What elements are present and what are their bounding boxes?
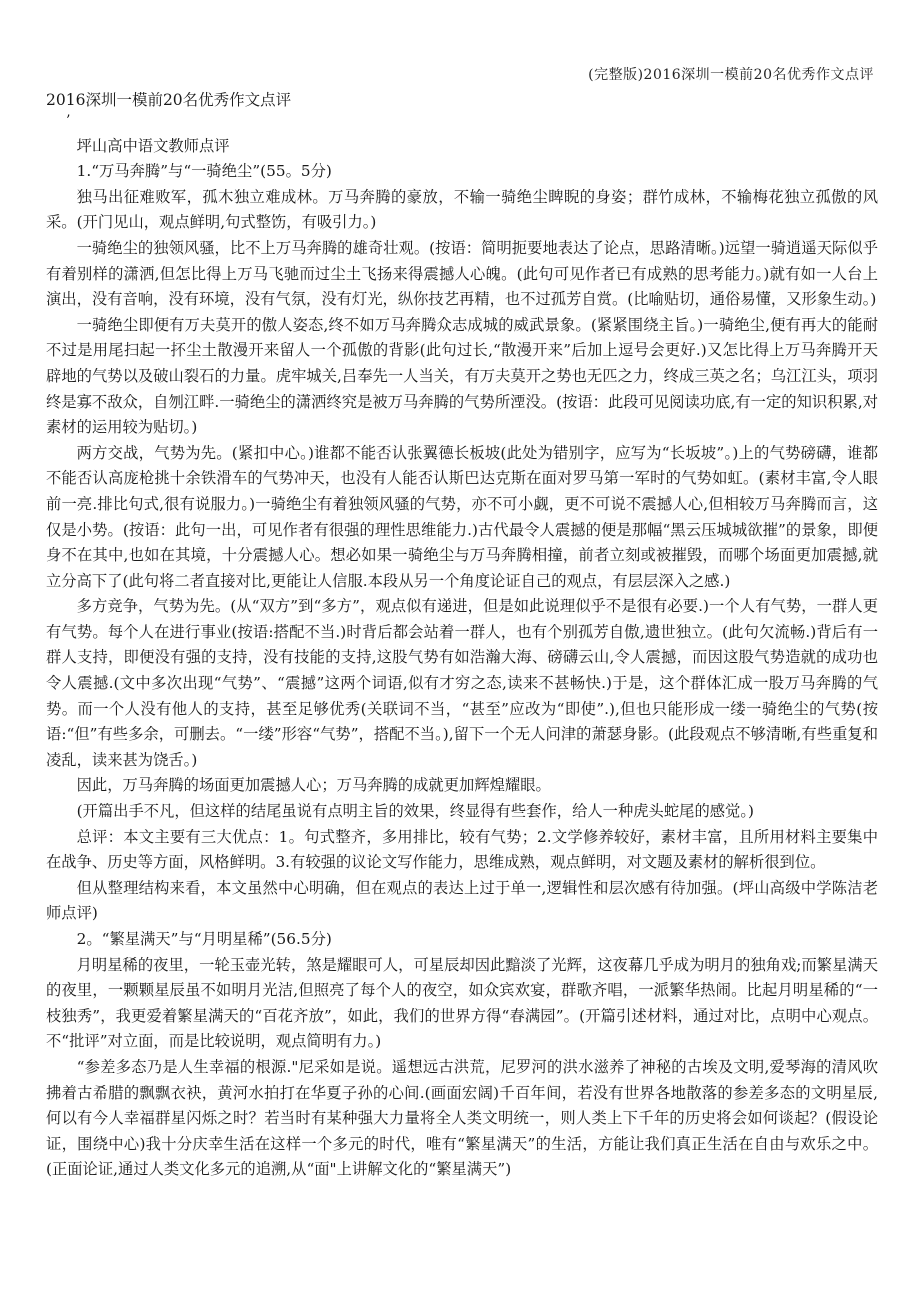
section-heading: 1.“万马奔腾”与“一骑绝尘”(55。5分): [76, 162, 332, 181]
paragraph: 一骑绝尘即便有万夫莫开的傲人姿态,终不如万马奔腾众志成城的威武景象。(紧紧围绕主旨。)一骑绝尘,便有再大的能耐不过是用尾扫起一抔尘土散漫开来留人一个孤傲的背影(此句过长,“散漫开来”后加上逗号会更好.)又怎比得上万马奔腾开天辟地的气势以及破山裂石的力量。虎牢城关,吕奉先一人当关，有万夫莫开之势也无匹之力，终成三英之名；乌江江头，项羽终是寡不敌众，自刎江畔.一骑绝尘的潇洒终究是被万马奔腾的气势所湮没。(按语：此段可见阅读功底,有一定的知识积累,对素材的运用较为贴切。): [46, 315, 878, 437]
paragraph: 但从整理结构来看，本文虽然中心明确，但在观点的表达上过于单一,逻辑性和层次感有待加强。(坪山高级中学陈洁老师点评): [46, 878, 878, 923]
paragraph: 因此，万马奔腾的场面更加震撼人心；万马奔腾的成就更加辉煌耀眼。: [76, 776, 551, 795]
summary-paragraph: 总评：本文主要有三大优点：1。句式整齐，多用排比，较有气势；2.文学修养较好，素材丰富，且所用材料主要集中在战争、历史等方面，风格鲜明。3.有较强的议论文写作能力，思维成熟，观点鲜明，对文题及素材的解析很到位。: [46, 827, 878, 872]
paragraph: (开篇出手不凡，但这样的结尾虽说有点明主旨的效果，终显得有些套作，给人一种虎头蛇尾的感觉。): [76, 802, 754, 821]
section-heading: 2。“繁星满天”与“月明星稀”(56.5分): [76, 930, 332, 948]
paragraph: 独马出征难败军，孤木独立难成林。万马奔腾的豪放，不输一骑绝尘睥睨的身姿；群竹成林，不输梅花独立孤傲的风采。(开门见山，观点鲜明,句式整饬，有吸引力。): [46, 187, 878, 232]
paragraph: 多方竞争，气势为先。(从“双方”到“多方”，观点似有递进，但是如此说理似乎不是很有必要.)一个人有气势，一群人更有气势。每个人在进行事业(按语:搭配不当.)时背后都会站着一群人，也有个别孤芳自傲,遗世独立。(此句欠流畅.)背后有一群人支持，即便没有强的支持，没有技能的支持,这股气势有如浩瀚大海、磅礴云山,令人震撼，而因这股气势造就的成功也令人震撼.(文中多次出现“气势”、“震撼”这两个词语,似有才穷之态,读来不甚畅快.)于是，这个群体汇成一股万马奔腾的气势。而一个人没有他人的支持，甚至足够优秀(关联词不当，“甚至”应改为“即使”.),但也只能形成一缕一骑绝尘的气势(按语:“但”有些多余，可删去。“一缕”形容“气势”，搭配不当。),留下一个无人问津的萧瑟身影。(此段观点不够清晰,有些重复和凌乱，读来甚为饶舌。): [46, 597, 878, 769]
document-title: 2016深圳一模前20名优秀作文点评: [46, 91, 292, 109]
paragraph: 一骑绝尘的独领风骚，比不上万马奔腾的雄奇壮观。(按语：简明扼要地表达了论点，思路清晰。)远望一骑逍遥天际似乎有着别样的潇洒,但怎比得上万马飞驰而过尘土飞扬来得震撼人心魄。(此句可见作者已有成熟的思考能力。)就有如一人台上演出，没有音响，没有环境，没有气氛，没有灯光，纵你技艺再精，也不过孤芳自赏。(比喻贴切，通俗易懂，又形象生动。): [46, 238, 878, 309]
paragraph: 月明星稀的夜里，一轮玉壶光转，煞是耀眼可人，可星辰却因此黯淡了光辉，这夜幕几乎成为明月的独角戏;而繁星满天的夜里，一颗颗星辰虽不如明月光洁,但照亮了每个人的夜空，如众宾欢宴，群歌齐唱，一派繁华热闹。比起月明星稀的“一枝独秀”，我更爱着繁星满天的“百花齐放”，如此，我们的世界方得“春满园”。(开篇引述材料，通过对比，点明中心观点。不“批评”对立面，而是比较说明，观点简明有力。): [46, 955, 878, 1051]
paragraph: 两方交战，气势为先。(紧扣中心。)谁都不能否认张翼德长板坡(此处为错别字，应写为“长坂坡”。)上的气势磅礴，谁都不能否认高庞枪挑十余铁滑车的气势冲天，也没有人能否认斯巴达克斯在面对罗马第一军时的气势如虹。(素材丰富,令人眼前一亮.排比句式,很有说服力。)一骑绝尘有着独领风骚的气势，亦不可小觑，更不可说不震撼人心,但相较万马奔腾而言，这仅是小势。(按语：此句一出，可见作者有很强的理性思维能力.)古代最令人震撼的便是那幅“黑云压城城欲摧”的景象，即便身不在其中,也如在其境，十分震撼人心。想必如果一骑绝尘与万马奔腾相撞，前者立刻或被摧毁，而哪个场面更加震撼,就立分高下了(此句将二者直接对比,更能让人信服.本段从另一个角度论证自己的观点，有层层深入之感.): [46, 443, 878, 590]
document-subtitle: 坪山高中语文教师点评: [76, 136, 230, 155]
stray-mark: ’: [66, 112, 71, 129]
running-header: (完整版)2016深圳一模前20名优秀作文点评: [588, 67, 874, 83]
document-body: [46, 88, 878, 1183]
paragraph: “参差多态乃是人生幸福的根源."尼采如是说。遥想远古洪荒，尼罗河的洪水滋养了神秘的古埃及文明,爱琴海的清风吹拂着古希腊的飘飘衣袂，黄河水拍打在华夏子孙的心间.(画面宏阔)千百年间，若没有世界各地散落的参差多态的文明星辰,何以有今人幸福群星闪烁之时？若当时有某种强大力量将全人类文明统一，则人类上下千年的历史将会如何谈起？(假设论证，围绕中心)我十分庆幸生活在这样一个多元的时代，唯有“繁星满天”的生活，方能让我们真正生活在自由与欢乐之中。(正面论证,通过人类文化多元的追溯,从“面"上讲解文化的“繁星满天”): [46, 1057, 878, 1179]
